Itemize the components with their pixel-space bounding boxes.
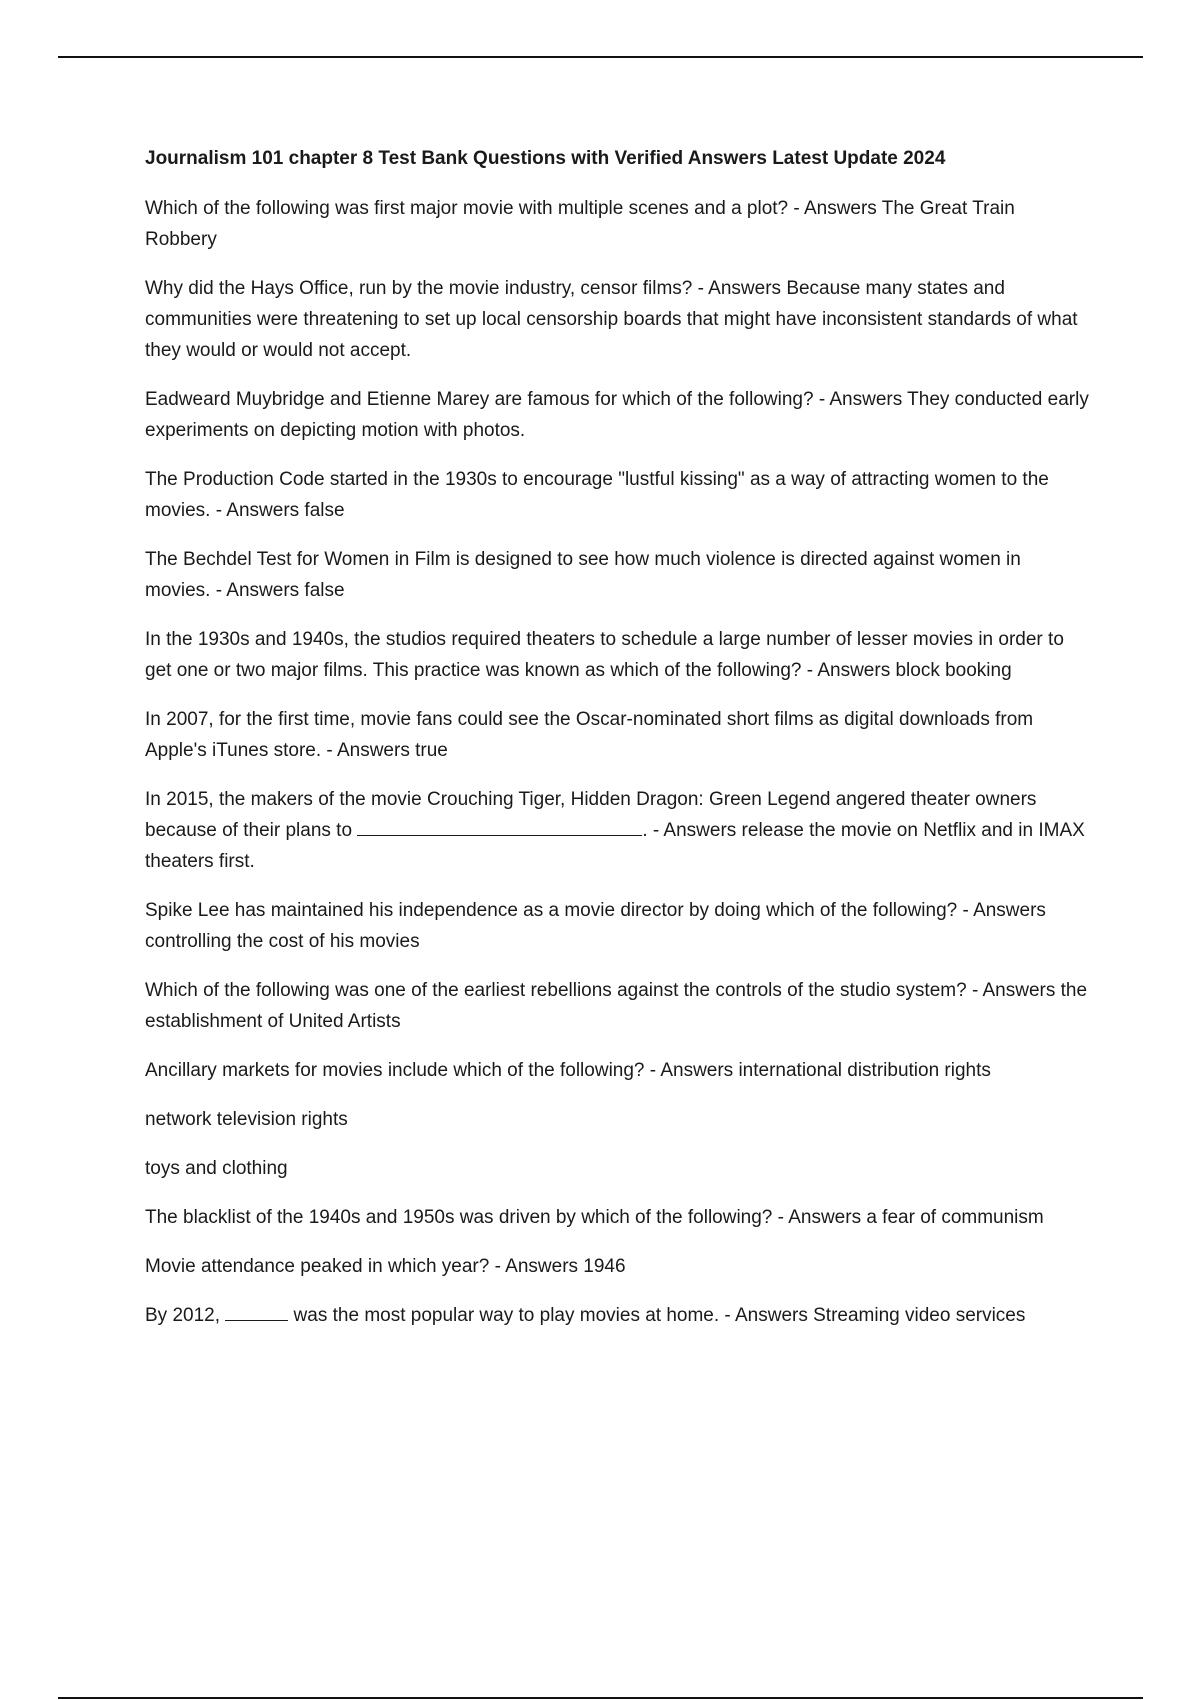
- qa-item: Which of the following was one of the earliest rebellions against the controls of the studio system? - Answers the establishment of United Artists: [145, 980, 1088, 1032]
- qa-item: Why did the Hays Office, run by the movie industry, censor films? - Answers Because many states and communities were threatening to set up local censorship boards that might have inconsistent standards of what they would or would not accept.: [145, 278, 1078, 361]
- qa-item: The Production Code started in the 1930s to encourage "lustful kissing" as a way of attracting women to the movies. - Answers false: [145, 469, 1049, 521]
- qa-text: In 2015, the makers of the movie Crouching Tiger, Hidden Dragon: Green Legend angered theater owners because of their plans to: [145, 789, 1037, 841]
- document-title: Journalism 101 chapter 8 Test Bank Questions with Verified Answers Latest Update 2024: [145, 148, 946, 169]
- top-rule: [58, 56, 1143, 58]
- answer-blank: [357, 816, 642, 836]
- qa-item-fill-blank: [145, 1300, 1090, 1331]
- qa-text: . - Answers release the movie on Netflix and in IMAX theaters first.: [145, 820, 1085, 872]
- qa-item: The Bechdel Test for Women in Film is designed to see how much violence is directed against women in movies. - Answers false: [145, 549, 1021, 601]
- qa-item: Ancillary markets for movies include which of the following? - Answers international distribution rights: [145, 1060, 991, 1081]
- qa-item: In the 1930s and 1940s, the studios required theaters to schedule a large number of lesser movies in order to get one or two major films. This practice was known as which of the following? - Answers block booking: [145, 629, 1064, 681]
- qa-text: By 2012,: [145, 1305, 226, 1326]
- answer-blank: [225, 1301, 288, 1321]
- qa-item: network television rights: [145, 1109, 348, 1130]
- qa-item: Spike Lee has maintained his independence as a movie director by doing which of the following? - Answers controlling the cost of his movies: [145, 900, 1046, 952]
- qa-item: toys and clothing: [145, 1158, 288, 1179]
- bottom-rule: [58, 1697, 1143, 1699]
- qa-item: The blacklist of the 1940s and 1950s was driven by which of the following? - Answers a fear of communism: [145, 1207, 1044, 1228]
- qa-item: Movie attendance peaked in which year? - Answers 1946: [145, 1256, 626, 1277]
- qa-item: In 2007, for the first time, movie fans could see the Oscar-nominated short films as digital downloads from Apple's iTunes store. - Answers true: [145, 709, 1034, 761]
- qa-text: was the most popular way to play movies at home. - Answers Streaming video services: [288, 1305, 1026, 1326]
- qa-item-fill-blank: [145, 784, 1090, 877]
- document-body: [145, 145, 1090, 1349]
- qa-item: Which of the following was first major movie with multiple scenes and a plot? - Answers The Great Train Robbery: [145, 198, 1015, 250]
- qa-item: Eadweard Muybridge and Etienne Marey are famous for which of the following? - Answers They conducted early experiments on depicting motion with photos.: [145, 389, 1089, 441]
